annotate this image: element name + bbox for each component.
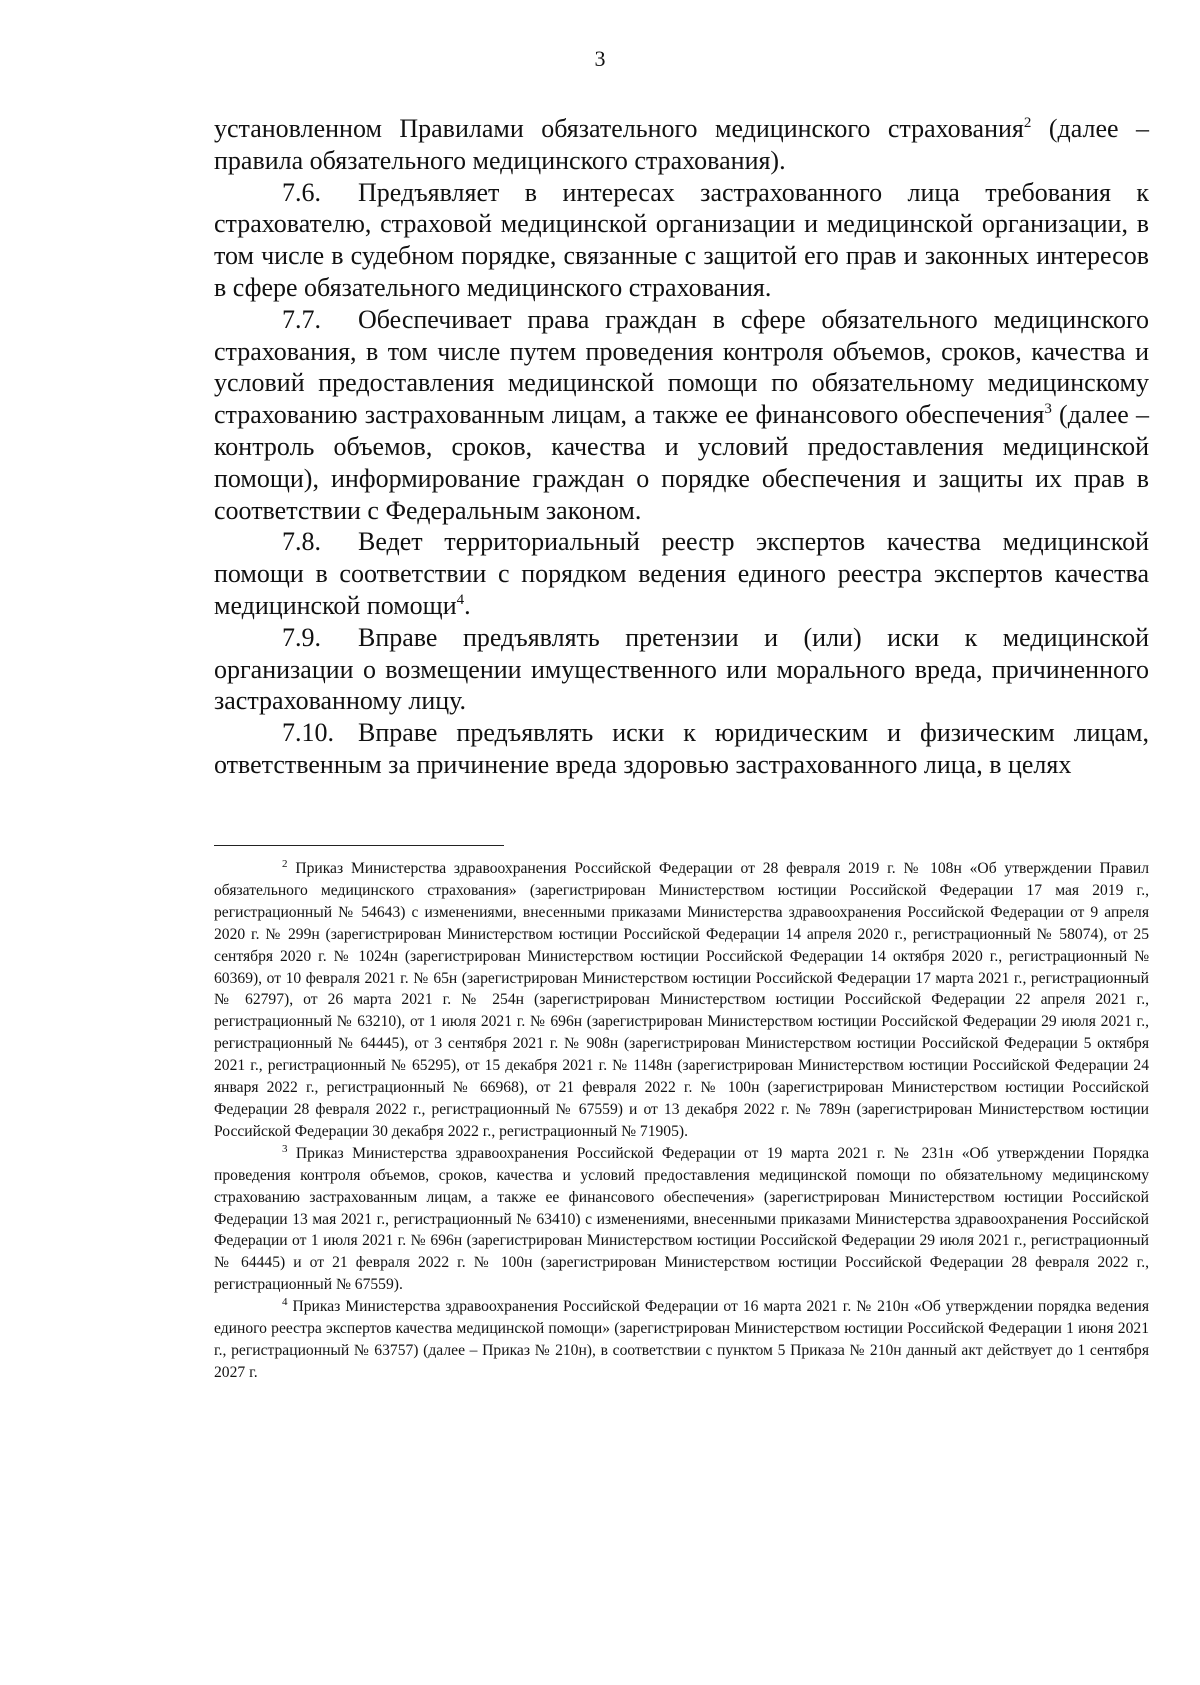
footnote-ref: 3: [1044, 401, 1052, 418]
footnote-mark: 4: [282, 1296, 288, 1309]
paragraph-text: Ведет территориальный реестр экспертов качества медицинской помощи в соответствии с порядком ведения единого реестра экспертов качества медицинской помощи: [214, 527, 1149, 620]
paragraph-7-6: [214, 177, 1149, 304]
footnote-text: Приказ Министерства здравоохранения Российской Федерации от 28 февраля 2019 г. № 108н «Об утверждении Правил обязательного медицинского страхования» (зарегистрирован Министерством юстиции Российской Федерации 17 мая 2019 г., регистрационный № 54643) с изменениями, внесенными приказами Министерства здравоохранения Российской Федерации от 9 апреля 2020 г. № 299н (зарегистрирован Министерством юстиции Российской Федерации 14 апреля 2020 г., регистрационный № 58074), от 25 сентября 2020 г. № 1024н (зарегистрирован Министерством юстиции Российской Федерации 14 октября 2020 г., регистрационный № 60369), от 10 февраля 2021 г. № 65н (зарегистрирован Министерством юстиции Российской Федерации 17 марта 2021 г., регистрационный № 62797), от 26 марта 2021 г. № 254н (зарегистрирован Министерством юстиции Российской Федерации 22 апреля 2021 г., регистрационный № 63210), от 1 июля 2021 г. № 696н (зарегистрирован Министерством юстиции Российской Федерации 29 июля 2021 г., регистрационный № 64445), от 3 сентября 2021 г. № 908н (зарегистрирован Министерством юстиции Российской Федерации 5 октября 2021 г., регистрационный № 65295), от 15 декабря 2021 г. № 1148н (зарегистрирован Министерством юстиции Российской Федерации 24 января 2022 г., регистрационный № 66968), от 21 февраля 2022 г. № 100н (зарегистрирован Министерством юстиции Российской Федерации 28 февраля 2022 г., регистрационный № 67559) и от 13 декабря 2022 г. № 789н (зарегистрирован Министерством юстиции Российской Федерации 30 декабря 2022 г., регистрационный № 71905).: [214, 860, 1149, 1140]
clause-number: 7.6.: [282, 177, 321, 207]
paragraph-text: Предъявляет в интересах застрахованного лица требования к страхователю, страховой медицинской организации и медицинской организации, в том числе в судебном порядке, связанные с защитой его прав и законных интересов в сфере обязательного медицинского страхования.: [214, 177, 1149, 302]
paragraph-text: Вправе предъявлять претензии и (или) иски к медицинской организации о возмещении имущественного или морального вреда, причиненного застрахованному лицу.: [214, 622, 1149, 716]
paragraph-text: Вправе предъявлять иски к юридическим и физическим лицам, ответственным за причинение вреда здоровью застрахованного лица, в целях: [214, 718, 1149, 779]
paragraph-7-10: [214, 717, 1149, 781]
paragraph-text: Обеспечивает права граждан в сфере обязательного медицинского страхования, в том числе путем проведения контроля объемов, сроков, качества и условий предоставления медицинской помощи по обязательному медицинскому страхованию застрахованным лицам, а также ее финансового обеспечения: [214, 304, 1149, 430]
footnote-mark: 3: [282, 1142, 288, 1155]
paragraph-7-8: [214, 526, 1149, 621]
paragraph-7-7: [214, 304, 1149, 527]
footnotes: [214, 858, 1149, 1384]
paragraph-text: установленном Правилами обязательного медицинского страхования: [214, 114, 1024, 143]
footnote-ref: 4: [456, 591, 465, 608]
clause-number: 7.7.: [282, 304, 321, 334]
paragraph-text: .: [464, 590, 471, 620]
footnote-3: [214, 1143, 1149, 1296]
footnote-ref: 2: [1023, 115, 1032, 131]
page-number: 3: [594, 46, 606, 71]
clause-number: 7.8.: [282, 527, 321, 557]
clause-number: 7.9.: [282, 622, 321, 652]
clause-number: 7.10.: [282, 718, 334, 748]
footnote-text: Приказ Министерства здравоохранения Российской Федерации от 16 марта 2021 г. № 210н «Об утверждении порядка ведения единого реестра экспертов качества медицинской помощи» (зарегистрирован Министерством юстиции Российской Федерации 1 июня 2021 г., регистрационный № 63757) (далее – Приказ № 210н), в соответствии с пунктом 5 Приказа № 210н данный акт действует до 1 сентября 2027 г.: [214, 1298, 1149, 1381]
footnote-2: [214, 858, 1149, 1143]
footnote-separator: [214, 845, 504, 846]
paragraph-text: (далее – контроль объемов, сроков, качества и условий предоставления медицинской помощи), информирование граждан о порядке обеспечения и защиты их прав в соответствии с Федеральным законом.: [214, 400, 1149, 525]
footnote-text: Приказ Министерства здравоохранения Российской Федерации от 19 марта 2021 г. № 231н «Об утверждении Порядка проведения контроля объемов, сроков, качества и условий предоставления медицинской помощи по обязательному медицинскому страхованию застрахованным лицам, а также ее финансового обеспечения» (зарегистрирован Министерством юстиции Российской Федерации 13 мая 2021 г., регистрационный № 63410) с изменениями, внесенными приказами Министерства здравоохранения Российской Федерации от 1 июля 2021 г. № 696н (зарегистрирован Министерством юстиции Российской Федерации 29 июля 2021 г., регистрационный № 64445) и от 21 февраля 2022 г. № 100н (зарегистрирован Министерством юстиции Российской Федерации 28 февраля 2022 г., регистрационный № 67559).: [214, 1144, 1149, 1294]
footnote-mark: 2: [282, 858, 288, 870]
body-text: [214, 113, 1149, 781]
paragraph-7-5-continuation: [214, 113, 1149, 177]
footnote-4: [214, 1296, 1149, 1384]
paragraph-7-9: [214, 622, 1149, 717]
paragraph-text: (далее – правила обязательного медицинского страхования).: [214, 114, 1150, 175]
